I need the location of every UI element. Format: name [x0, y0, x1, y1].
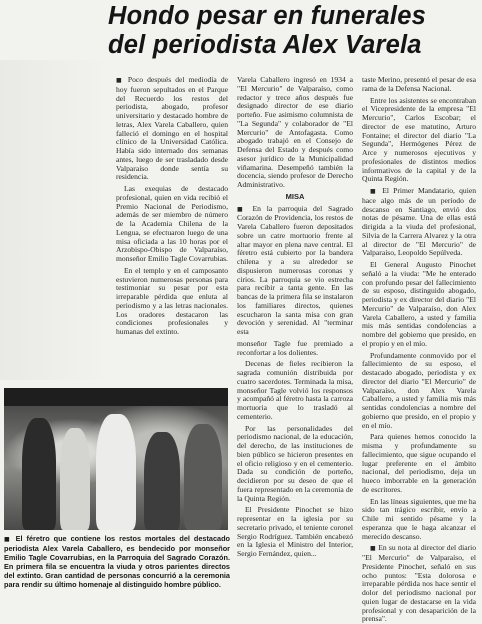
column-paragraph: Profundamente conmovido por el fallecimiento de su esposo, el destacado abogado, periodista y ex director del diario "El Mercurio" de Valparaíso, don Alex Varela Caballero, a usted y familia mis más sentidas condolencias a nombre del gobierno que presido, en el propio y en el mío.: [362, 350, 476, 430]
column-paragraph: ■ Poco después del mediodía de hoy fueron sepultados en el Parque del Recuerdo los restos del periodista, abogado, profesor universitario y destacado hombre de letras, Alex Varela Caballero, quien falleció el domingo en el hospital clínico de la Universidad Católica. Había sido internado dos semanas antes, luego de ser trasladado desde Valparaíso donde sentía su residencia.: [116, 75, 228, 182]
blank-margin: [0, 60, 108, 380]
column-paragraph: Varela Caballero ingresó en 1934 a "El Mercurio" de Valparaíso, como redactor y trece años después fue designado director de ese diario porteño. Fue asimismo columnista de "La Segunda" y colaborador de "El Mercurio" de Antofagasta. Como abogado trabajó en el Consejo de Defensa del Estado y después como asesor jurídico de la Municipalidad viñamarina. Desempeñó también la docencia, siendo profesor de Derecho Administrativo.: [237, 75, 353, 189]
bullet-square-icon: ■: [370, 545, 379, 553]
column-paragraph: En el templo y en el camposanto estuvieron numerosas personas para testimoniar su pesar por esta irreparable pérdida que enluta al periodismo y a las letras nacionales. Los oradores destacaron las condiciones profesionales y humanas del extinto.: [116, 265, 228, 336]
photo-background: [4, 388, 228, 406]
column-paragraph: Por las personalidades del periodismo nacional, de la educación, del derecho, de las instituciones de bien público se hicieron presentes en el oficio religioso y en el cementerio. Dada su condición de porteño, decidieron por su deseo de que el fuera representado en la ceremonia de la Quinta Región.: [237, 423, 353, 503]
subheading-misa: MISA: [285, 191, 305, 201]
photo-figure: [60, 428, 90, 530]
column-paragraph: ■ El Primer Mandatario, quien hace algo más de un período de descanso en Santiago, envió dos notas de pésame. Una de ellas está dirigida a la viuda del profesional, Silvia de la Carrera Alvarez y la otra al director de "El Mercurio" de Valparaíso, Leopoldo Sepúlveda.: [362, 186, 477, 258]
bullet-square-icon: ■: [4, 536, 16, 543]
column-paragraph: Para quienes hemos conocido la misma y profundamente su fallecimiento, que sigue ocupando el lugar preferente en el ámbito nacional, del periodismo, deja un hueco imborrable en la generación de escritores.: [362, 432, 476, 494]
column-paragraph: El Presidente Pinochet se hizo representar en la iglesia por su secretario privado, el teniente coronel Sergio Rodríguez. También encabezó en la Iglesia el Ministro del Interior, Sergio Fernández, quien...: [237, 505, 353, 558]
article-column-2: [237, 76, 353, 596]
photo-figure: [96, 414, 136, 530]
photo-figure: [184, 424, 222, 530]
column-paragraph: Las exequias de destacado profesional, quien en vida recibió el Premio Nacional de Periodismo, además de ser miembro de número de la Academia Chilena de la Lengua, se efectuaron luego de una misa oficiada a las 10 horas por el Arzobispo-Obispo de Valparaíso, monseñor Emilio Tagle Covarrubias.: [116, 184, 228, 263]
photo-figure: [144, 432, 180, 530]
bullet-square-icon: ■: [370, 188, 383, 195]
column-paragraph: Entre los asistentes se encontraban el Vicepresidente de la empresa "El Mercurio", Carlos Escobar; el director de ese matutino, Arturo Fontaine; el director del diario "La Segunda", Hermógenes Pérez de Arce y numerosos ejecutivos y profesionales de distintos medios informativos de la capital y de la Quinta Región.: [362, 95, 476, 184]
bullet-square-icon: ■: [237, 205, 253, 213]
column-paragraph: ■ En su nota al director del diario "El Mercurio" de Valparaíso, el Presidente Pinochet, señaló en sus ocho puntos: "Esta dolorosa e irreparable pérdida nos hace sentir el dolor del periodismo nacional por quien lugar de destacarse en la vida profesional y con desaparición de la prensa".: [362, 543, 476, 624]
column-paragraph: Decenas de fieles recibieron la sagrada comunión distribuida por cuatro sacerdotes. Terminada la misa, monseñor Tagle volvió los responsos y acompañó al féretro hasta la carroza mortuoria que lo trasladó al cementerio.: [237, 359, 353, 421]
headline-line-2: del periodista Alex Varela: [108, 31, 422, 59]
photo-caption: ■ El féretro que contiene los restos mortales del destacado periodista Alex Varela Caballero, es bendecido por monseñor Emilio Tagle Covarrubias, en la Parroquia del Sagrado Corazón. En primera fila se encuentra la viuda y otros parientes directos del extinto. Gran cantidad de personas concurrió a la ceremonia para rendir su último homenaje al distinguido hombre público.: [4, 534, 230, 589]
column-paragraph: En las líneas siguientes, que me ha sido tan trágico escribir, envío a Chile mi sentido pésame y la esperanza que le haga alcanzar el merecido descanso.: [362, 496, 476, 541]
funeral-photo: [4, 388, 228, 530]
column-paragraph: taste Merino, presentó el pesar de esa rama de la Defensa Nacional.: [362, 75, 476, 93]
article-column-1: [116, 76, 228, 386]
column-paragraph: El General Augusto Pinochet señaló a la viuda: "Me he enterado con profundo pesar del fallecimiento de su esposo, distinguido abogado, periodista y ex director del diario "El Mercurio" de Valparaíso, don Alex Varela Caballero, a usted y familia mis más sentidas condolencias a nombre del gobierno que presido, en el propio y en el mío.: [362, 260, 476, 348]
column-paragraph: ■ En la parroquia del Sagrado Corazón de Providencia, los restos de Varela Caballero fueron depositados sobre un catre mortuorio frente al altar mayor en plena nave central. El féretro está cubierto por la bandera chilena y a su alrededor se dispusieron numerosas coronas y cirios. La parroquia se vio estrecha para recibir a tanta gente. En las bancas de la primera fila se instalaron los familiares directos, quienes escucharon la santa misa con gran devoción y serenidad. Al "terminar esta: [237, 203, 353, 336]
headline: [108, 2, 478, 60]
headline-line-1: Hondo pesar en funerales: [108, 2, 426, 30]
article-column-3: [362, 75, 477, 624]
column-paragraph: monseñor Tagle fue premiado a reconfortar a los dolientes.: [237, 338, 353, 357]
photo-figure: [22, 418, 56, 530]
bullet-square-icon: ■: [116, 77, 128, 84]
